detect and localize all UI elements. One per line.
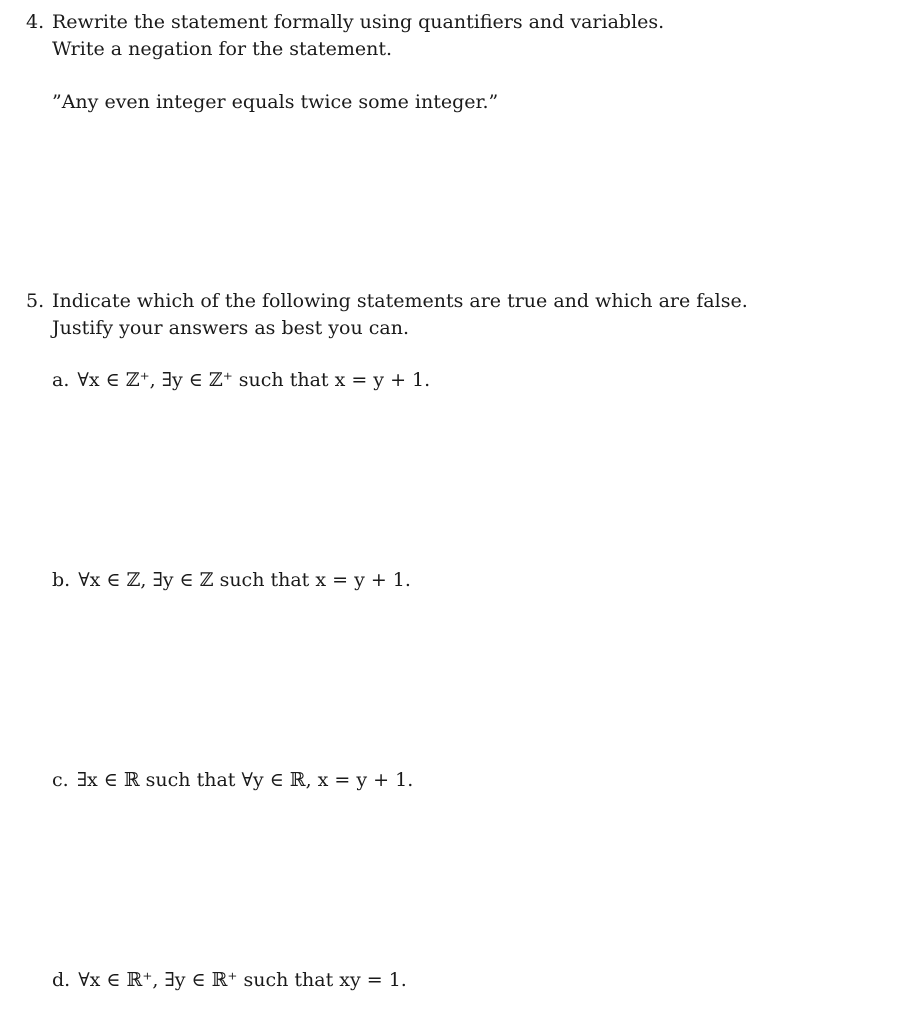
problem-5-part-d (52, 968, 407, 992)
problem-5-part-a (52, 368, 430, 392)
part-b-label: b. (52, 569, 71, 591)
part-d-statement: ∀x ∈ ℝ⁺, ∃y ∈ ℝ⁺ such that xy = 1. (78, 969, 407, 991)
part-b-statement: ∀x ∈ ℤ, ∃y ∈ ℤ such that x = y + 1. (78, 569, 411, 591)
problem-4-instruction-2: Write a negation for the statement. (52, 38, 393, 60)
problem-4-number: 4. (26, 11, 45, 33)
problem-5-part-c (52, 768, 413, 792)
problem-5-line-1 (26, 289, 748, 313)
problem-5-instruction-1: Indicate which of the following statements are true and which are false. (52, 290, 748, 312)
part-c-statement: ∃x ∈ ℝ such that ∀y ∈ ℝ, x = y + 1. (76, 769, 414, 791)
part-a-label: a. (52, 369, 70, 391)
part-c-label: c. (52, 769, 69, 791)
problem-5-instruction-2: Justify your answers as best you can. (52, 317, 409, 339)
part-d-label: d. (52, 969, 71, 991)
problem-5-part-b (52, 568, 411, 592)
problem-4-instruction-1: Rewrite the statement formally using quantifiers and variables. (52, 11, 665, 33)
problem-4-quote: ”Any even integer equals twice some integer.” (52, 91, 499, 113)
problem-4-line-1 (26, 10, 664, 34)
problem-5-number: 5. (26, 290, 45, 312)
part-a-statement: ∀x ∈ ℤ⁺, ∃y ∈ ℤ⁺ such that x = y + 1. (77, 369, 431, 391)
